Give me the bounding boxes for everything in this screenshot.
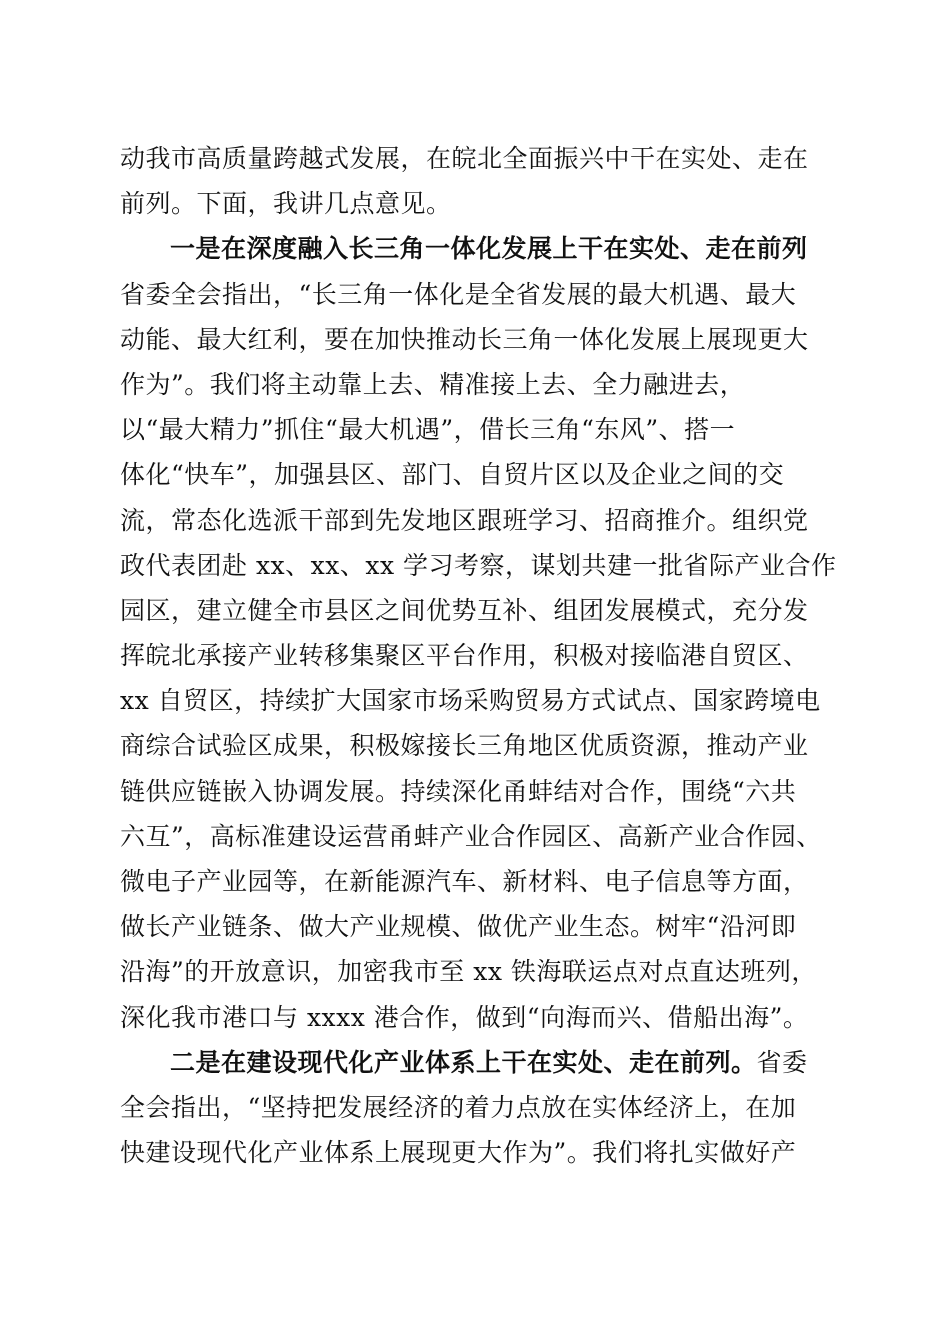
text-line (120, 452, 832, 497)
text-run: 快建设现代化产业体系上展现更大作为”。我们将扎实做好产 (120, 1138, 797, 1168)
text-run: 体化“快车”，加强县区、部门、自贸片区以及企业之间的交 (120, 460, 785, 490)
text-run: 全会指出，“坚持把发展经济的着力点放在实体经济上，在加 (120, 1092, 797, 1122)
text-line (120, 859, 832, 904)
text-run: 做长产业链条、做大产业规模、做优产业生态。树牢“沿河即 (120, 912, 797, 942)
text-run: 省委全会指出，“长三角一体化是全省发展的最大机遇、最大 (120, 279, 797, 309)
section-heading-line (120, 1040, 832, 1085)
text-line (120, 498, 832, 543)
paragraph (120, 226, 837, 1039)
text-line (120, 949, 832, 994)
document-body (120, 136, 837, 1175)
text-line (120, 995, 832, 1040)
text-line (120, 317, 832, 362)
text-run: 微电子产业园等，在新能源汽车、新材料、电子信息等方面， (120, 867, 809, 896)
text-run: 以“最大精力”抓住“最大机遇”，借长三角“东风”、搭一 (120, 415, 736, 445)
text-line (120, 181, 832, 226)
text-line (120, 362, 832, 407)
text-line (120, 272, 832, 317)
text-run: 动能、最大红利，要在加快推动长三角一体化发展上展现更大 (120, 324, 809, 354)
text-run: 前列。下面，我讲几点意见。 (120, 189, 452, 219)
text-run: 政代表团赴 xx、xx、xx 学习考察，谋划共建一批省际产业合作 (120, 550, 837, 580)
text-line (120, 407, 832, 452)
text-run: 六互”，高标准建设运营甬蚌产业合作园区、高新产业合作园、 (120, 821, 822, 851)
text-line (120, 723, 832, 768)
text-run: 挥皖北承接产业转移集聚区平台作用，积极对接临港自贸区、 (120, 641, 809, 671)
text-run: 沿海”的开放意识，加密我市至 xx 铁海联运点对点直达班列， (120, 957, 817, 987)
text-line (120, 814, 832, 859)
text-line (120, 543, 837, 588)
section-heading: 一是在深度融入长三角一体化发展上干在实处、走在前列 (170, 234, 808, 264)
text-run: 链供应链嵌入协调发展。持续深化甬蚌结对合作，围绕“六共 (120, 776, 797, 806)
text-run: 深化我市港口与 xxxx 港合作，做到“向海而兴、借船出海”。 (120, 1002, 809, 1032)
text-run: 流，常态化选派干部到先发地区跟班学习、招商推介。组织党 (120, 505, 809, 535)
text-line (120, 588, 832, 633)
section-heading-line (120, 226, 832, 271)
text-line (120, 678, 832, 723)
text-line (120, 633, 832, 678)
text-run: 省委 (756, 1047, 808, 1077)
text-run: xx 自贸区，持续扩大国家市场采购贸易方式试点、国家跨境电 (120, 686, 821, 716)
text-run: 商综合试验区成果，积极嫁接长三角地区优质资源，推动产业 (120, 731, 809, 761)
text-run: 作为”。我们将主动靠上去、精准接上去、全力融进去， (120, 369, 746, 399)
text-line (120, 1130, 832, 1175)
text-line (120, 136, 832, 181)
text-line (120, 904, 832, 949)
paragraph (120, 1040, 832, 1176)
section-heading: 二是在建设现代化产业体系上干在实处、走在前列。 (170, 1047, 757, 1077)
text-run: 园区，建立健全市县区之间优势互补、组团发展模式，充分发 (120, 595, 809, 625)
paragraph (120, 136, 832, 226)
text-run: 动我市高质量跨越式发展，在皖北全面振兴中干在实处、走在 (120, 144, 809, 173)
text-line (120, 1085, 832, 1130)
text-line (120, 769, 832, 814)
